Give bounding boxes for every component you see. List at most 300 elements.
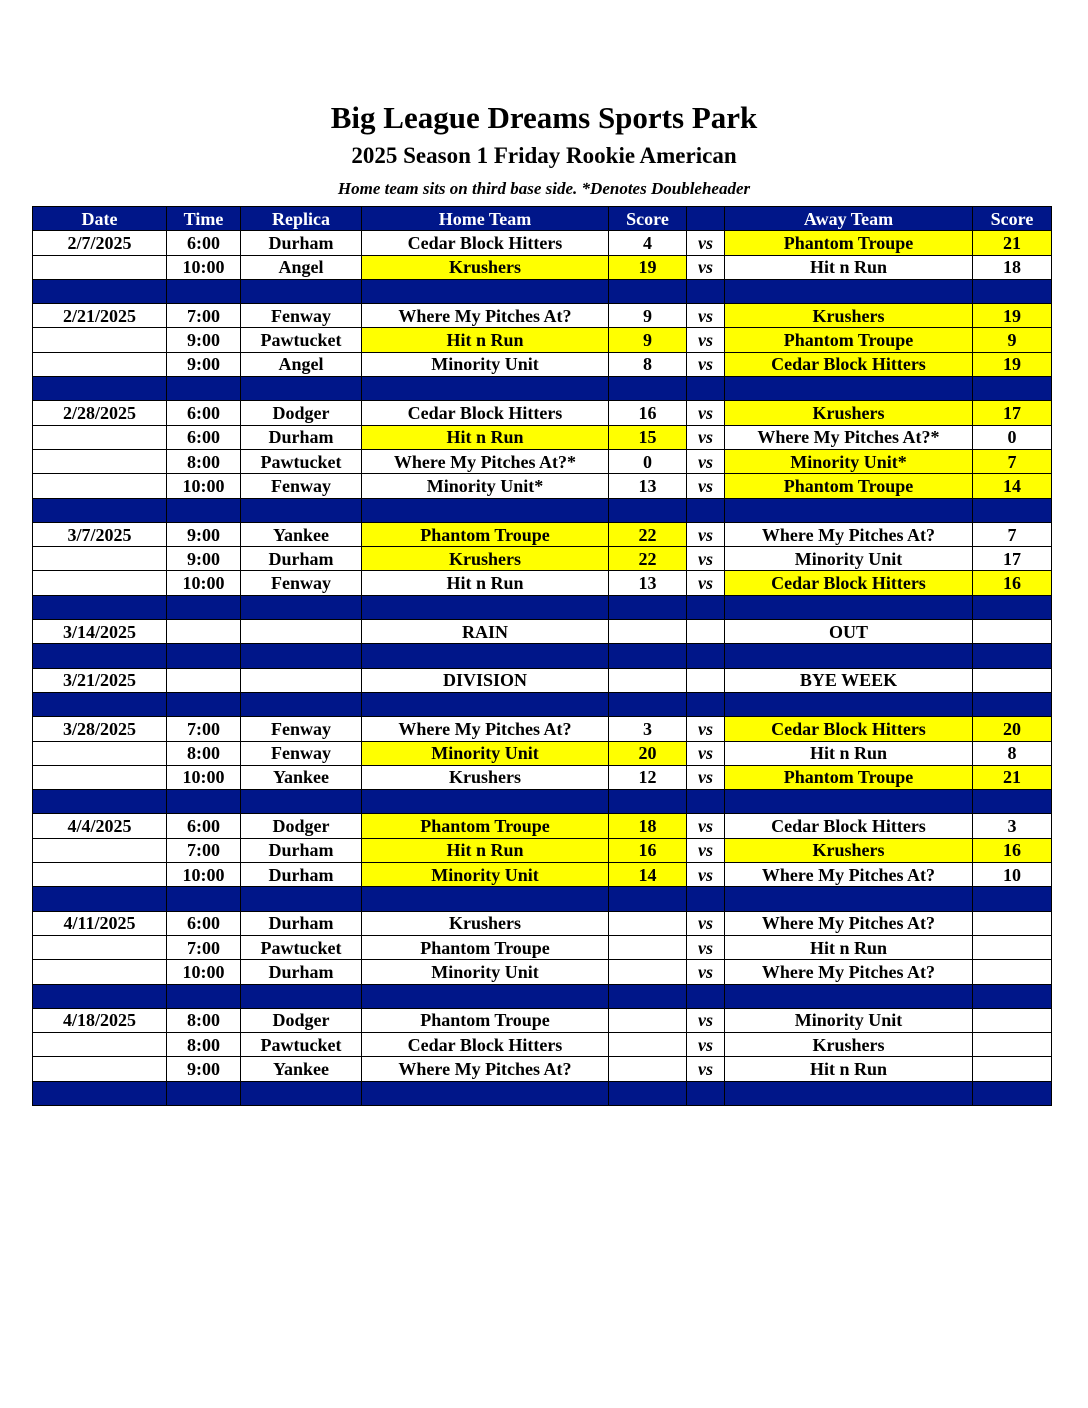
away-team-cell: Where My Pitches At? (725, 522, 973, 546)
separator-cell (167, 644, 241, 668)
separator-cell (609, 279, 687, 303)
replica-cell: Durham (241, 838, 362, 862)
home-score-cell: 13 (609, 474, 687, 498)
separator-cell (362, 790, 609, 814)
game-row (33, 814, 1052, 838)
vs-cell: vs (687, 960, 725, 984)
home-score-cell: 14 (609, 863, 687, 887)
away-team-cell: Cedar Block Hitters (725, 571, 973, 595)
separator-cell (973, 692, 1052, 716)
replica-cell: Fenway (241, 717, 362, 741)
game-row (33, 401, 1052, 425)
vs-cell: vs (687, 255, 725, 279)
game-row (33, 668, 1052, 692)
game-row (33, 304, 1052, 328)
separator-cell (687, 692, 725, 716)
separator-cell (33, 984, 167, 1008)
replica-cell: Pawtucket (241, 1033, 362, 1057)
home-team-cell: Hit n Run (362, 838, 609, 862)
away-team-cell: Phantom Troupe (725, 231, 973, 255)
vs-cell: vs (687, 863, 725, 887)
replica-cell: Fenway (241, 571, 362, 595)
date-cell (33, 741, 167, 765)
away-score-cell: 21 (973, 765, 1052, 789)
home-score-cell (609, 1008, 687, 1032)
date-cell (33, 352, 167, 376)
home-team-cell: RAIN (362, 620, 609, 644)
home-team-cell: Minority Unit* (362, 474, 609, 498)
separator-cell (687, 595, 725, 619)
date-cell: 2/7/2025 (33, 231, 167, 255)
game-row (33, 231, 1052, 255)
week-separator-row (33, 498, 1052, 522)
game-row (33, 522, 1052, 546)
column-header-time: Time (167, 207, 241, 231)
home-score-cell: 3 (609, 717, 687, 741)
date-cell (33, 255, 167, 279)
game-row (33, 571, 1052, 595)
time-cell: 8:00 (167, 1033, 241, 1057)
away-team-cell: Cedar Block Hitters (725, 717, 973, 741)
game-row (33, 1008, 1052, 1032)
separator-cell (241, 887, 362, 911)
home-score-cell (609, 911, 687, 935)
separator-cell (609, 790, 687, 814)
away-score-cell (973, 620, 1052, 644)
vs-cell: vs (687, 352, 725, 376)
home-score-cell: 18 (609, 814, 687, 838)
home-score-cell: 13 (609, 571, 687, 595)
schedule-table (32, 206, 1052, 1106)
away-score-cell (973, 1033, 1052, 1057)
away-team-cell: Minority Unit* (725, 449, 973, 473)
separator-cell (973, 1081, 1052, 1105)
date-cell (33, 838, 167, 862)
home-team-cell: Hit n Run (362, 425, 609, 449)
home-team-cell: Cedar Block Hitters (362, 231, 609, 255)
time-cell: 6:00 (167, 401, 241, 425)
game-row (33, 352, 1052, 376)
separator-cell (725, 377, 973, 401)
replica-cell: Angel (241, 352, 362, 376)
home-team-cell: DIVISION (362, 668, 609, 692)
date-cell (33, 449, 167, 473)
separator-cell (241, 790, 362, 814)
date-cell (33, 328, 167, 352)
separator-cell (725, 692, 973, 716)
home-team-cell: Where My Pitches At? (362, 304, 609, 328)
date-cell (33, 425, 167, 449)
away-score-cell: 7 (973, 522, 1052, 546)
separator-cell (687, 790, 725, 814)
separator-cell (362, 984, 609, 1008)
week-separator-row (33, 595, 1052, 619)
time-cell: 9:00 (167, 352, 241, 376)
time-cell: 6:00 (167, 814, 241, 838)
away-score-cell: 17 (973, 401, 1052, 425)
time-cell: 8:00 (167, 741, 241, 765)
away-score-cell (973, 960, 1052, 984)
separator-cell (609, 692, 687, 716)
separator-cell (241, 498, 362, 522)
vs-cell: vs (687, 741, 725, 765)
away-score-cell: 10 (973, 863, 1052, 887)
vs-cell: vs (687, 911, 725, 935)
game-row (33, 449, 1052, 473)
vs-cell: vs (687, 304, 725, 328)
replica-cell: Fenway (241, 474, 362, 498)
replica-cell: Dodger (241, 814, 362, 838)
separator-cell (241, 644, 362, 668)
away-score-cell: 17 (973, 547, 1052, 571)
away-team-cell: OUT (725, 620, 973, 644)
column-header-away-team: Away Team (725, 207, 973, 231)
separator-cell (725, 279, 973, 303)
separator-cell (973, 279, 1052, 303)
home-score-cell: 12 (609, 765, 687, 789)
vs-cell: vs (687, 1033, 725, 1057)
column-header-away-score: Score (973, 207, 1052, 231)
separator-cell (241, 595, 362, 619)
column-header-home-score: Score (609, 207, 687, 231)
home-team-cell: Where My Pitches At? (362, 1057, 609, 1081)
time-cell (167, 620, 241, 644)
away-team-cell: Cedar Block Hitters (725, 352, 973, 376)
week-separator-row (33, 279, 1052, 303)
home-score-cell (609, 1033, 687, 1057)
away-score-cell (973, 1057, 1052, 1081)
away-team-cell: Phantom Troupe (725, 328, 973, 352)
game-row (33, 863, 1052, 887)
column-header-home-team: Home Team (362, 207, 609, 231)
home-score-cell: 20 (609, 741, 687, 765)
separator-cell (362, 595, 609, 619)
week-separator-row (33, 790, 1052, 814)
vs-cell: vs (687, 328, 725, 352)
replica-cell: Yankee (241, 1057, 362, 1081)
column-header-vs (687, 207, 725, 231)
away-score-cell: 3 (973, 814, 1052, 838)
separator-cell (362, 887, 609, 911)
time-cell: 10:00 (167, 571, 241, 595)
time-cell: 10:00 (167, 474, 241, 498)
home-team-cell: Minority Unit (362, 960, 609, 984)
separator-cell (973, 644, 1052, 668)
home-score-cell: 16 (609, 838, 687, 862)
separator-cell (167, 595, 241, 619)
away-team-cell: Krushers (725, 401, 973, 425)
away-score-cell: 18 (973, 255, 1052, 279)
game-row (33, 474, 1052, 498)
vs-cell: vs (687, 231, 725, 255)
separator-cell (33, 887, 167, 911)
vs-cell: vs (687, 1008, 725, 1032)
separator-cell (167, 887, 241, 911)
away-team-cell: Hit n Run (725, 935, 973, 959)
away-team-cell: Minority Unit (725, 547, 973, 571)
date-cell (33, 547, 167, 571)
home-team-cell: Minority Unit (362, 741, 609, 765)
separator-cell (687, 377, 725, 401)
time-cell: 10:00 (167, 255, 241, 279)
away-team-cell: Krushers (725, 1033, 973, 1057)
time-cell: 10:00 (167, 765, 241, 789)
separator-cell (33, 790, 167, 814)
game-row (33, 547, 1052, 571)
separator-cell (725, 984, 973, 1008)
separator-cell (725, 790, 973, 814)
week-separator-row (33, 984, 1052, 1008)
game-row (33, 1033, 1052, 1057)
vs-cell: vs (687, 547, 725, 571)
separator-cell (33, 377, 167, 401)
separator-cell (167, 377, 241, 401)
game-row (33, 960, 1052, 984)
separator-cell (241, 377, 362, 401)
replica-cell: Durham (241, 911, 362, 935)
vs-cell: vs (687, 935, 725, 959)
week-separator-row (33, 1081, 1052, 1105)
vs-cell: vs (687, 401, 725, 425)
date-cell (33, 935, 167, 959)
separator-cell (725, 644, 973, 668)
home-team-cell: Krushers (362, 911, 609, 935)
home-score-cell: 9 (609, 304, 687, 328)
home-score-cell (609, 1057, 687, 1081)
home-score-cell: 15 (609, 425, 687, 449)
vs-cell: vs (687, 571, 725, 595)
vs-cell (687, 620, 725, 644)
separator-cell (167, 790, 241, 814)
away-team-cell: Phantom Troupe (725, 474, 973, 498)
away-score-cell (973, 1008, 1052, 1032)
replica-cell: Durham (241, 231, 362, 255)
away-team-cell: Where My Pitches At?* (725, 425, 973, 449)
vs-cell: vs (687, 838, 725, 862)
away-team-cell: Hit n Run (725, 255, 973, 279)
time-cell: 7:00 (167, 935, 241, 959)
separator-cell (167, 984, 241, 1008)
away-score-cell: 20 (973, 717, 1052, 741)
game-row (33, 425, 1052, 449)
home-score-cell: 9 (609, 328, 687, 352)
table-header-row (33, 207, 1052, 231)
away-score-cell: 19 (973, 304, 1052, 328)
vs-cell: vs (687, 425, 725, 449)
replica-cell: Fenway (241, 741, 362, 765)
separator-cell (167, 692, 241, 716)
page-subtitle: 2025 Season 1 Friday Rookie American (351, 143, 737, 168)
vs-cell: vs (687, 717, 725, 741)
date-cell: 3/14/2025 (33, 620, 167, 644)
separator-cell (687, 887, 725, 911)
date-cell: 2/21/2025 (33, 304, 167, 328)
game-row (33, 255, 1052, 279)
time-cell: 6:00 (167, 911, 241, 935)
date-cell (33, 765, 167, 789)
separator-cell (241, 1081, 362, 1105)
home-score-cell: 4 (609, 231, 687, 255)
separator-cell (33, 279, 167, 303)
home-team-cell: Phantom Troupe (362, 1008, 609, 1032)
separator-cell (167, 279, 241, 303)
time-cell: 10:00 (167, 960, 241, 984)
away-team-cell: Krushers (725, 838, 973, 862)
away-score-cell: 21 (973, 231, 1052, 255)
away-team-cell: Cedar Block Hitters (725, 814, 973, 838)
away-team-cell: Krushers (725, 304, 973, 328)
replica-cell: Yankee (241, 765, 362, 789)
date-cell (33, 960, 167, 984)
separator-cell (609, 1081, 687, 1105)
separator-cell (687, 498, 725, 522)
game-row (33, 838, 1052, 862)
separator-cell (687, 279, 725, 303)
time-cell: 7:00 (167, 304, 241, 328)
away-team-cell: Hit n Run (725, 741, 973, 765)
separator-cell (973, 984, 1052, 1008)
game-row (33, 620, 1052, 644)
separator-cell (33, 644, 167, 668)
time-cell: 7:00 (167, 838, 241, 862)
home-team-cell: Cedar Block Hitters (362, 1033, 609, 1057)
away-score-cell: 16 (973, 571, 1052, 595)
replica-cell: Durham (241, 960, 362, 984)
time-cell: 9:00 (167, 547, 241, 571)
week-separator-row (33, 887, 1052, 911)
schedule-note: Home team sits on third base side. *Denotes Doubleheader (337, 179, 751, 198)
date-cell: 3/28/2025 (33, 717, 167, 741)
week-separator-row (33, 644, 1052, 668)
home-score-cell (609, 620, 687, 644)
separator-cell (362, 279, 609, 303)
away-score-cell: 16 (973, 838, 1052, 862)
away-team-cell: Phantom Troupe (725, 765, 973, 789)
home-score-cell (609, 668, 687, 692)
separator-cell (973, 887, 1052, 911)
separator-cell (167, 1081, 241, 1105)
home-team-cell: Cedar Block Hitters (362, 401, 609, 425)
time-cell: 8:00 (167, 449, 241, 473)
time-cell: 9:00 (167, 522, 241, 546)
home-team-cell: Phantom Troupe (362, 814, 609, 838)
vs-cell: vs (687, 449, 725, 473)
away-team-cell: Where My Pitches At? (725, 863, 973, 887)
away-team-cell: Where My Pitches At? (725, 960, 973, 984)
replica-cell: Pawtucket (241, 935, 362, 959)
separator-cell (167, 498, 241, 522)
home-score-cell: 22 (609, 547, 687, 571)
home-team-cell: Where My Pitches At? (362, 717, 609, 741)
replica-cell: Durham (241, 425, 362, 449)
time-cell: 6:00 (167, 425, 241, 449)
vs-cell: vs (687, 474, 725, 498)
time-cell: 9:00 (167, 1057, 241, 1081)
game-row (33, 328, 1052, 352)
home-team-cell: Krushers (362, 547, 609, 571)
separator-cell (609, 595, 687, 619)
page-title: Big League Dreams Sports Park (330, 100, 758, 135)
replica-cell: Fenway (241, 304, 362, 328)
away-score-cell: 9 (973, 328, 1052, 352)
home-team-cell: Minority Unit (362, 863, 609, 887)
vs-cell: vs (687, 814, 725, 838)
separator-cell (687, 1081, 725, 1105)
separator-cell (609, 887, 687, 911)
replica-cell: Dodger (241, 1008, 362, 1032)
separator-cell (725, 1081, 973, 1105)
home-score-cell: 16 (609, 401, 687, 425)
home-team-cell: Hit n Run (362, 571, 609, 595)
replica-cell: Pawtucket (241, 328, 362, 352)
away-score-cell: 8 (973, 741, 1052, 765)
home-team-cell: Phantom Troupe (362, 935, 609, 959)
time-cell: 7:00 (167, 717, 241, 741)
home-score-cell (609, 935, 687, 959)
date-cell: 4/18/2025 (33, 1008, 167, 1032)
date-cell (33, 863, 167, 887)
home-score-cell (609, 960, 687, 984)
separator-cell (362, 692, 609, 716)
home-team-cell: Krushers (362, 255, 609, 279)
separator-cell (725, 498, 973, 522)
week-separator-row (33, 377, 1052, 401)
home-team-cell: Where My Pitches At?* (362, 449, 609, 473)
game-row (33, 765, 1052, 789)
column-header-replica: Replica (241, 207, 362, 231)
replica-cell: Yankee (241, 522, 362, 546)
home-team-cell: Krushers (362, 765, 609, 789)
separator-cell (362, 644, 609, 668)
separator-cell (33, 595, 167, 619)
away-team-cell: Where My Pitches At? (725, 911, 973, 935)
separator-cell (33, 692, 167, 716)
separator-cell (973, 595, 1052, 619)
away-team-cell: BYE WEEK (725, 668, 973, 692)
away-team-cell: Minority Unit (725, 1008, 973, 1032)
vs-cell: vs (687, 765, 725, 789)
separator-cell (362, 377, 609, 401)
separator-cell (241, 279, 362, 303)
away-score-cell: 7 (973, 449, 1052, 473)
replica-cell: Angel (241, 255, 362, 279)
game-row (33, 935, 1052, 959)
separator-cell (725, 887, 973, 911)
replica-cell: Durham (241, 547, 362, 571)
replica-cell: Dodger (241, 401, 362, 425)
replica-cell (241, 620, 362, 644)
home-score-cell: 19 (609, 255, 687, 279)
away-score-cell: 14 (973, 474, 1052, 498)
separator-cell (362, 1081, 609, 1105)
replica-cell: Durham (241, 863, 362, 887)
schedule-body (33, 231, 1052, 1106)
date-cell: 3/21/2025 (33, 668, 167, 692)
away-score-cell (973, 911, 1052, 935)
time-cell: 6:00 (167, 231, 241, 255)
separator-cell (687, 644, 725, 668)
game-row (33, 1057, 1052, 1081)
separator-cell (973, 790, 1052, 814)
date-cell: 2/28/2025 (33, 401, 167, 425)
replica-cell: Pawtucket (241, 449, 362, 473)
separator-cell (33, 1081, 167, 1105)
replica-cell (241, 668, 362, 692)
separator-cell (241, 692, 362, 716)
separator-cell (609, 377, 687, 401)
time-cell (167, 668, 241, 692)
home-team-cell: Hit n Run (362, 328, 609, 352)
